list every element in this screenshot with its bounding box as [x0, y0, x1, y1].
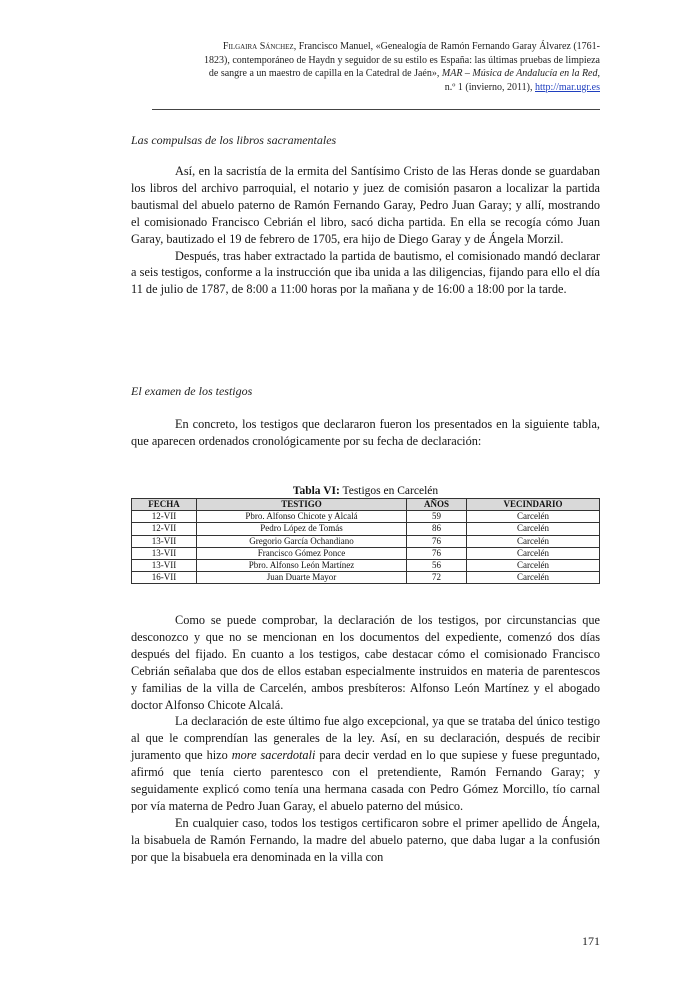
table-row	[132, 511, 600, 523]
cell-anos: 72	[407, 572, 467, 584]
cell-testigo: Pbro. Alfonso Chicote y Alcalá	[197, 511, 407, 523]
table-row	[132, 547, 600, 559]
table-caption-label: Tabla VI:	[292, 485, 340, 497]
section2-body	[131, 416, 600, 450]
header-line1: , Francisco Manuel, «Genealogía de Ramón Fernando Garay Álvarez (1761-	[293, 41, 600, 52]
cell-fecha: 12-VII	[132, 511, 197, 523]
cell-fecha: 13-VII	[132, 547, 197, 559]
header-rule	[152, 109, 600, 110]
header-issue: n.º 1 (invierno, 2011),	[444, 81, 535, 93]
paragraph: En concreto, los testigos que declararon fueron los presentados en la siguiente tabla, que aparecen ordenados cronológicamente por su fecha de declaración:	[131, 417, 600, 448]
cell-vecindario: Carcelén	[467, 523, 600, 535]
table-row	[132, 560, 600, 572]
header-line3: de sangre a un maestro de capilla en la Catedral de Jaén»,	[208, 68, 442, 80]
paragraph: Después, tras haber extractado la partida de bautismo, el comisionado mandó declarar a seis testigos, conforme a la instrucción que iba unida a las diligencias, fijando para ello el día 11 de julio de 1787, de 8:00 a 11:00 horas por la mañana y de 16:00 a 18:00 por la tarde.	[131, 248, 600, 297]
section-heading-examen: El examen de los testigos	[131, 384, 253, 398]
header-journal: MAR – Música de Andalucía en la Red	[441, 68, 598, 80]
paragraph-part: para decir verdad en lo que supiese y fuese preguntado, afirmó que tenía cierto parentesco con el pretendiente, Ramón Fernando Garay; y seguidamente explicó como tenía una hermana casada con Pedro Gómez Morcillo, tío carnal por vía materna de Pedro Juan Garay, el abuelo paterno del músico.	[131, 748, 600, 813]
col-header-fecha: FECHA	[132, 499, 197, 511]
table-row	[132, 572, 600, 584]
header-author: Filgaira Sánchez	[222, 41, 294, 52]
paragraph: En cualquier caso, todos los testigos certificaron sobre el primer apellido de Ángela, la bisabuela de Ramón Fernando, la madre del abuelo paterno, que daba lugar a la confusión por que la bisabuela era denominada en la villa con	[131, 815, 600, 864]
section-heading-compulsas: Las compulsas de los libros sacramentales	[131, 133, 337, 147]
witness-table	[131, 498, 600, 584]
cell-anos: 59	[407, 511, 467, 523]
paragraph	[131, 713, 600, 814]
col-header-anos: AÑOS	[407, 499, 467, 511]
latin-phrase: more sacerdotali	[231, 748, 316, 763]
cell-fecha: 13-VII	[132, 535, 197, 547]
table-header-row	[132, 499, 600, 511]
section3-body	[131, 612, 600, 866]
cell-testigo: Gregorio García Ochandiano	[197, 535, 407, 547]
cell-testigo: Juan Duarte Mayor	[197, 572, 407, 584]
running-header	[150, 40, 600, 94]
cell-anos: 76	[407, 535, 467, 547]
table-row	[132, 523, 600, 535]
cell-fecha: 13-VII	[132, 560, 197, 572]
cell-vecindario: Carcelén	[467, 560, 600, 572]
cell-anos: 76	[407, 547, 467, 559]
page-number: 171	[582, 934, 600, 948]
paragraph: Como se puede comprobar, la declaración de los testigos, por circunstancias que desconozco y que no se mencionan en los documentos del expediente, comenzó dos días después del fijado. En cuanto a los testigos, cabe destacar cómo el comisionado Francisco Cebrián señalaba que dos de ellos estaban especialmente instruidos en materia de parentescos y familias de la villa de Carcelén, ambos presbíteros: Alfonso León Martínez y el abogado doctor Alfonso Chicote Alcalá.	[131, 613, 600, 712]
table-row	[132, 535, 600, 547]
cell-fecha: 12-VII	[132, 523, 197, 535]
cell-fecha: 16-VII	[132, 572, 197, 584]
section1-body	[131, 163, 600, 298]
cell-testigo: Pedro López de Tomás	[197, 523, 407, 535]
cell-vecindario: Carcelén	[467, 547, 600, 559]
header-line2: 1823), contemporáneo de Haydn y seguidor de su estilo es España: las últimas pruebas de limpieza	[203, 54, 600, 66]
cell-testigo: Francisco Gómez Ponce	[197, 547, 407, 559]
table-caption	[131, 485, 600, 498]
witness-table-block	[131, 485, 600, 584]
header-comma: ,	[597, 68, 600, 80]
paragraph: Así, en la sacristía de la ermita del Santísimo Cristo de las Heras donde se guardaban los libros del archivo parroquial, el notario y juez de comisión pasaron a localizar la partida bautismal del abuelo paterno de Ramón Fernando Garay, Pedro Juan Garay; y allí, mostrando el comisionado Francisco Cebrián el libro, sacó dicha partida. En ella se recogía cómo Juan Garay, bautizado el 19 de febrero de 1705, era hijo de Diego Garay y de Ángela Morzil.	[131, 164, 600, 246]
cell-anos: 86	[407, 523, 467, 535]
table-caption-text: Testigos en Carcelén	[339, 485, 439, 497]
col-header-testigo: TESTIGO	[197, 499, 407, 511]
header-link[interactable]: http://mar.ugr.es	[535, 81, 600, 93]
cell-anos: 56	[407, 560, 467, 572]
paragraph-part: La declaración de este último fue algo excepcional, ya que se trataba del único testigo al que le comprendían las generales de la ley. Así, en su declaración, después de recibir juramento que hizo	[131, 714, 600, 763]
cell-vecindario: Carcelén	[467, 511, 600, 523]
cell-vecindario: Carcelén	[467, 572, 600, 584]
col-header-vecindario: VECINDARIO	[467, 499, 600, 511]
cell-testigo: Pbro. Alfonso León Martínez	[197, 560, 407, 572]
cell-vecindario: Carcelén	[467, 535, 600, 547]
